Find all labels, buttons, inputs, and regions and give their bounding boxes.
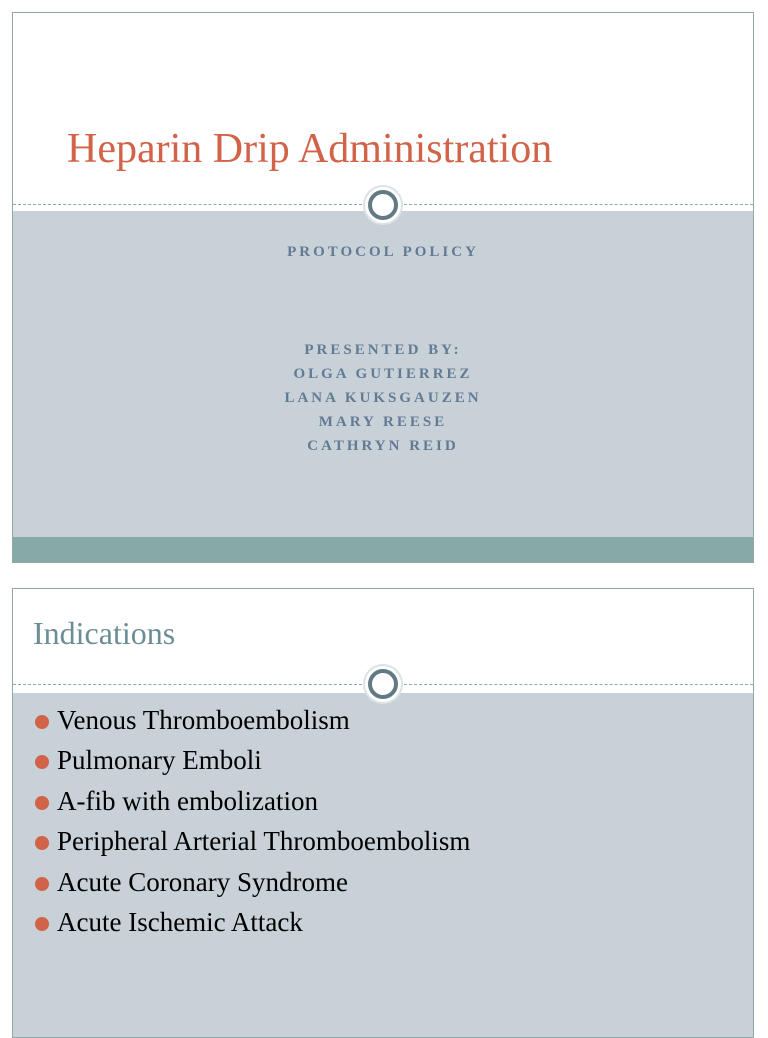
list-item xyxy=(35,906,470,949)
indications-slide xyxy=(12,588,754,1038)
presenter-name: CATHRYN REID xyxy=(307,438,459,454)
bullet-dot-icon xyxy=(35,877,49,891)
presenter-name: LANA KUKSGAUZEN xyxy=(284,390,482,406)
list-item-text: A-fib with embolization xyxy=(57,785,318,816)
slide-title: Heparin Drip Administration xyxy=(67,126,553,172)
list-item xyxy=(35,707,470,747)
list-item-text: Pulmonary Emboli xyxy=(57,745,262,776)
list-item xyxy=(35,747,470,787)
bullet-dot-icon xyxy=(35,715,49,729)
presenters-block xyxy=(13,338,753,458)
slide-title: Indications xyxy=(33,615,176,651)
ring-icon xyxy=(363,664,403,704)
list-item-text: Acute Ischemic Attack xyxy=(57,906,303,937)
slide-subtitle: PROTOCOL POLICY xyxy=(287,244,479,260)
presenter-name: OLGA GUTIERREZ xyxy=(293,366,473,382)
bullet-dot-icon xyxy=(35,755,49,769)
title-area xyxy=(13,13,753,205)
bullet-dot-icon xyxy=(35,796,49,810)
indications-list xyxy=(35,707,470,949)
list-item xyxy=(35,785,470,828)
list-item-text: Peripheral Arterial Thromboembolism xyxy=(57,826,471,857)
bullet-dot-icon xyxy=(35,917,49,931)
title-slide xyxy=(12,12,754,563)
list-item-text: Venous Thromboembolism xyxy=(57,705,350,735)
ring-icon xyxy=(363,185,403,225)
list-item xyxy=(35,828,470,868)
list-item-text: Acute Coronary Syndrome xyxy=(57,866,348,897)
presenters-heading: PRESENTED BY: xyxy=(304,342,462,358)
presenter-name: MARY REESE xyxy=(318,414,448,430)
footer-band xyxy=(13,537,753,563)
bullet-dot-icon xyxy=(35,836,49,850)
list-item xyxy=(35,866,470,909)
